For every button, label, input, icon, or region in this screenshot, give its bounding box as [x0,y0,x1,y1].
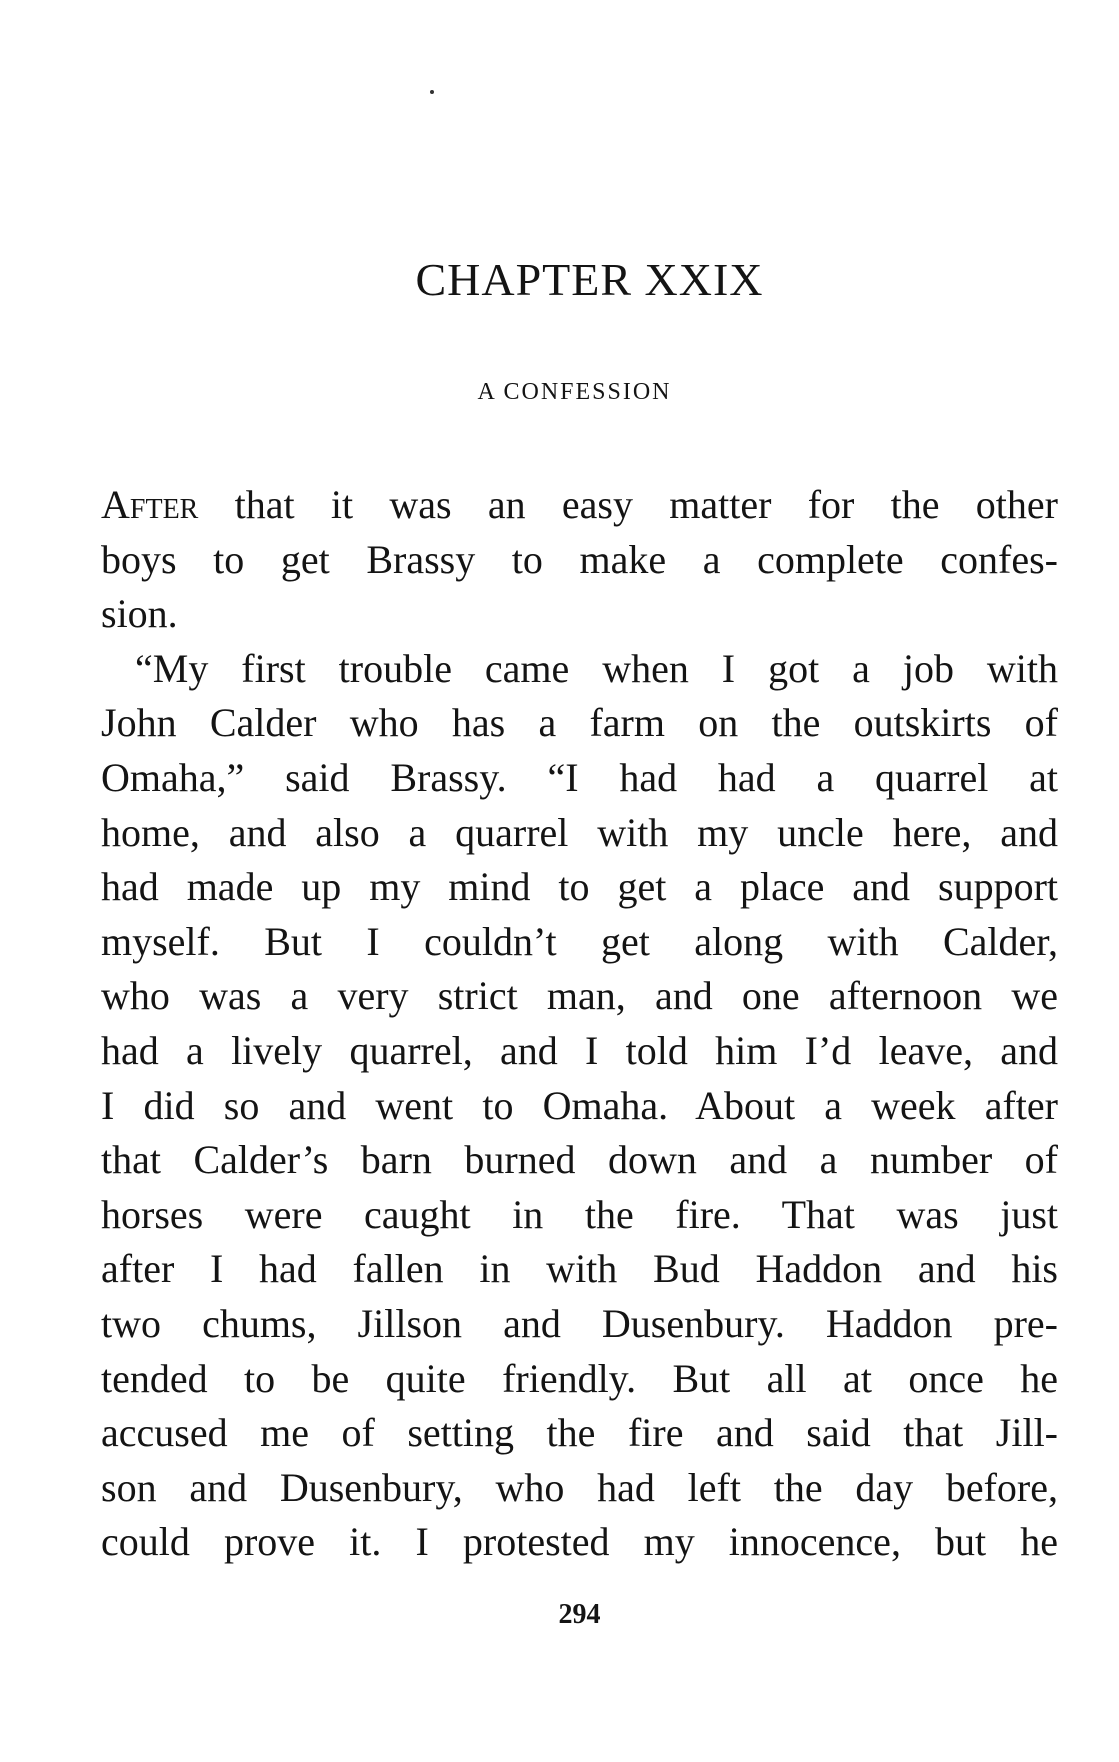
text-line: sion. [101,591,178,637]
page-number: 294 [558,1599,601,1630]
text-line: accused me of setting the fire and said that Jill- [101,1410,1058,1456]
text-line: myself. But I couldn’t get along with Calder, [101,918,1058,964]
text-line: after I had fallen in with Bud Haddon and his [101,1246,1058,1292]
text-line: could prove it. I protested my innocence, but he [101,1519,1058,1565]
chapter-heading: CHAPTER XXIX [415,254,764,305]
text-line: tended to be quite friendly. But all at once he [101,1355,1058,1401]
text-line: had a lively quarrel, and I told him I’d leave, and [101,1027,1058,1073]
chapter-title: A CONFESSION [477,379,672,405]
text-line: two chums, Jillson and Dusenbury. Haddon pre- [101,1300,1058,1346]
text-line: son and Dusenbury, who had left the day before, [101,1464,1058,1510]
text-line: John Calder who has a farm on the outskirts of [101,700,1058,746]
text-line: that Calder’s barn burned down and a number of [101,1137,1058,1183]
text-line: I did so and went to Omaha. About a week after [101,1082,1058,1128]
text-line: home, and also a quarrel with my uncle here, and [101,809,1058,855]
text-line: had made up my mind to get a place and support [101,864,1058,910]
print-speck [430,90,434,94]
text-line: “My first trouble came when I got a job with [135,645,1058,691]
body-text [101,478,1058,1570]
text-line [101,478,1058,533]
text-line: boys to get Brassy to make a complete confes- [101,536,1058,582]
opening-word: After [101,482,199,527]
text-line: Omaha,” said Brassy. “I had had a quarrel at [101,754,1058,800]
text-line: horses were caught in the fire. That was just [101,1191,1058,1237]
text-line: who was a very strict man, and one afternoon we [101,973,1058,1019]
text-line-content: that it was an easy matter for the other [198,482,1058,527]
